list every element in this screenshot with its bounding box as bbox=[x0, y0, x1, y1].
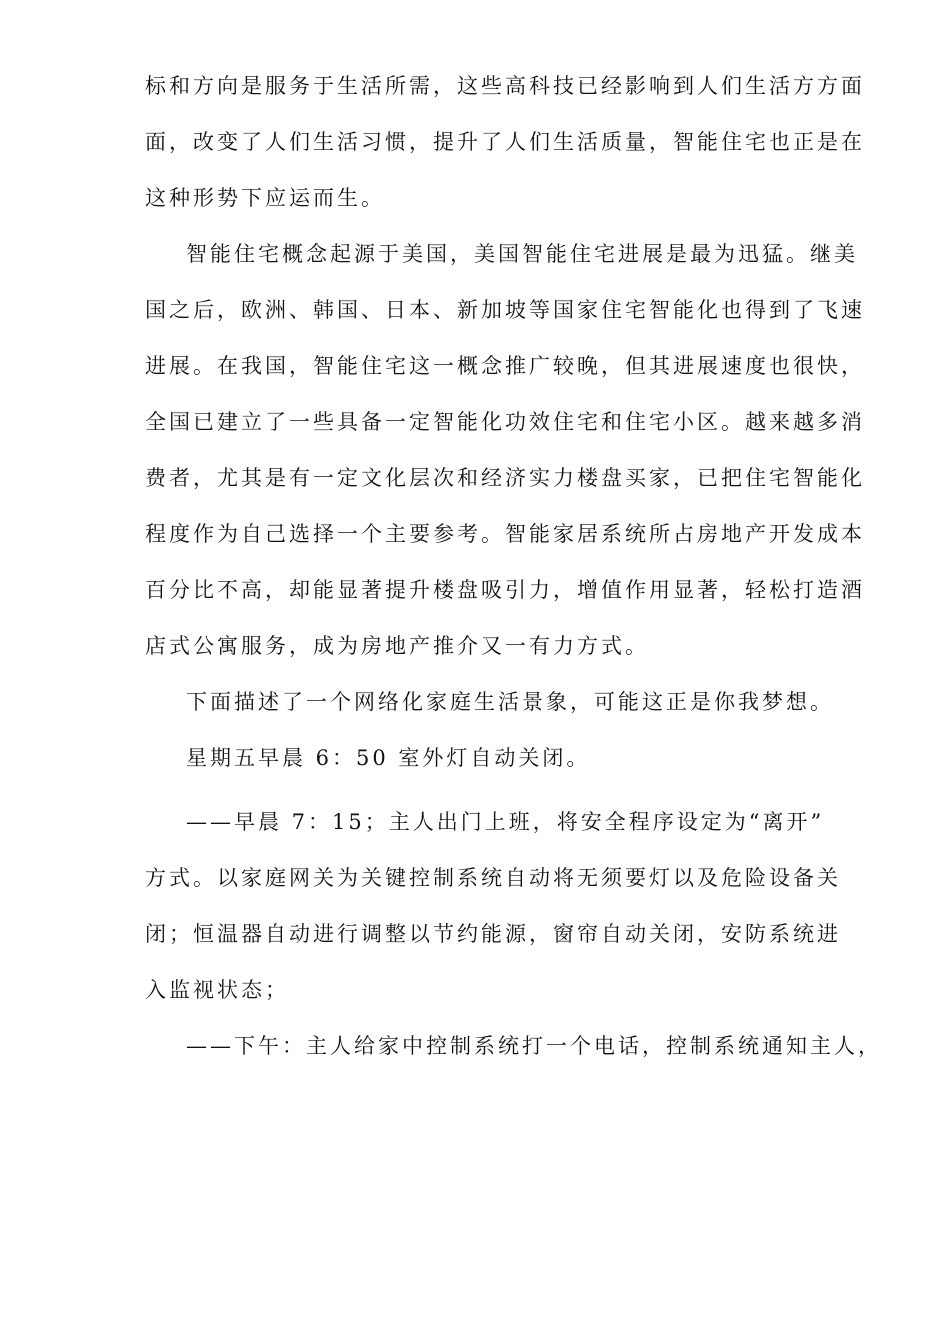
paragraph-start-line: ——下午：主人给家中控制系统打一个电话，控制系统通知主人， bbox=[186, 1034, 882, 1058]
paragraph-start-line: ——早晨 7：15；主人出门上班，将安全程序设定为“离开” bbox=[186, 810, 825, 834]
text-line: 百分比不高，却能显著提升楼盘吸引力，增值作用显著，轻松打造酒 bbox=[145, 578, 865, 602]
text-line: 闭；恒温器自动进行调整以节约能源，窗帘自动关闭，安防系统进 bbox=[145, 922, 841, 946]
text-line: 面，改变了人们生活习惯，提升了人们生活质量，智能住宅也正是在 bbox=[145, 130, 865, 154]
text-line: 店式公寓服务，成为房地产推介又一有力方式。 bbox=[145, 634, 649, 658]
text-line: 这种形势下应运而生。 bbox=[145, 186, 385, 210]
text-line: 国之后，欧洲、韩国、日本、新加坡等国家住宅智能化也得到了飞速 bbox=[145, 298, 865, 322]
paragraph-start-line: 星期五早晨 6：50 室外灯自动关闭。 bbox=[186, 746, 591, 770]
paragraph-start-line: 下面描述了一个网络化家庭生活景象，可能这正是你我梦想。 bbox=[186, 690, 834, 714]
text-line: 全国已建立了一些具备一定智能化功效住宅和住宅小区。越来越多消 bbox=[145, 410, 865, 434]
text-line: 入监视状态； bbox=[145, 978, 289, 1002]
text-line: 进展。在我国，智能住宅这一概念推广较晚，但其进展速度也很快， bbox=[145, 354, 865, 378]
text-line: 程度作为自己选择一个主要参考。智能家居系统所占房地产开发成本 bbox=[145, 522, 865, 546]
text-line: 费者，尤其是有一定文化层次和经济实力楼盘买家，已把住宅智能化 bbox=[145, 466, 865, 490]
text-line: 标和方向是服务于生活所需，这些高科技已经影响到人们生活方方面 bbox=[145, 74, 865, 98]
paragraph-start-line: 智能住宅概念起源于美国，美国智能住宅进展是最为迅猛。继美 bbox=[186, 242, 858, 266]
text-line: 方式。以家庭网关为关键控制系统自动将无须要灯以及危险设备关 bbox=[145, 866, 841, 890]
